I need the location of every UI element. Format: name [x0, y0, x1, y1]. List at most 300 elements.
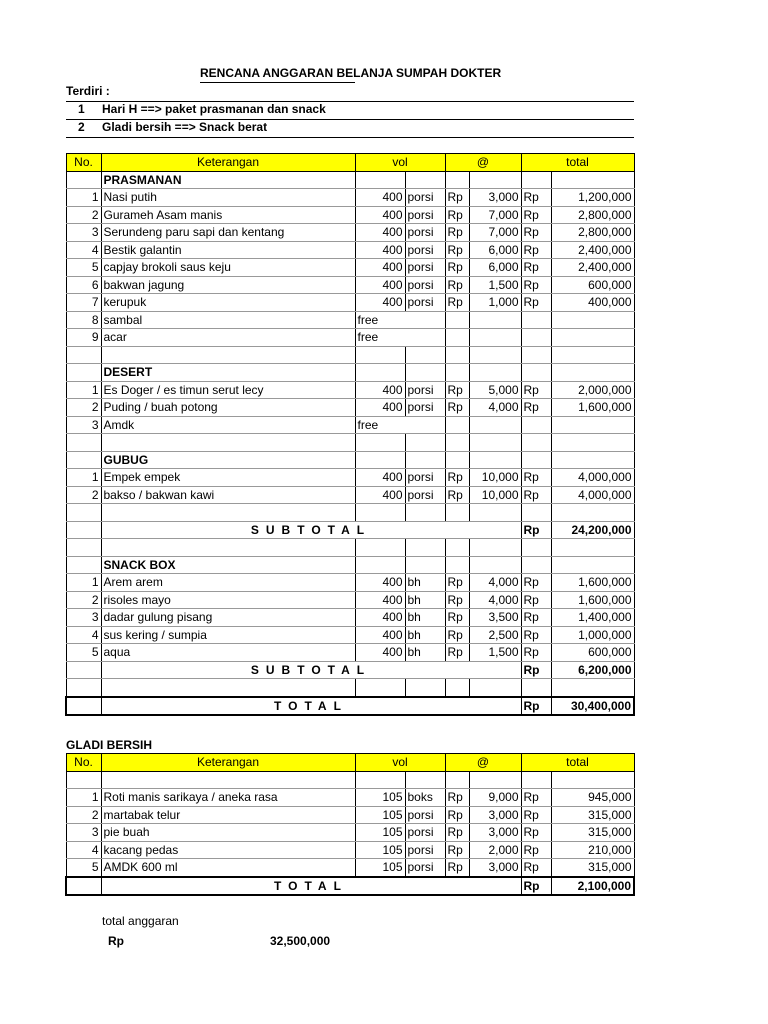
row-quantity: 105	[355, 806, 405, 824]
empty-cell	[445, 311, 469, 329]
row-price-currency: Rp	[445, 224, 469, 242]
empty-cell	[66, 434, 101, 452]
row-price-currency: Rp	[445, 276, 469, 294]
row-quantity: 105	[355, 859, 405, 877]
page-title: RENCANA ANGGARAN BELANJA SUMPAH DOKTER	[200, 66, 502, 80]
row-description: Arem arem	[101, 574, 355, 592]
empty-cell	[551, 679, 634, 697]
grand-total-row	[66, 877, 634, 896]
row-number: 3	[66, 224, 101, 242]
row-quantity: 105	[355, 841, 405, 859]
row-unit: porsi	[405, 824, 445, 842]
row-quantity: 400	[355, 224, 405, 242]
row-quantity: 400	[355, 574, 405, 592]
total-currency: Rp	[521, 661, 551, 679]
row-unit: porsi	[405, 259, 445, 277]
empty-cell	[355, 504, 405, 522]
total-budget-label: total anggaran	[102, 914, 179, 928]
blank-row	[66, 504, 634, 522]
header-total: total	[521, 754, 634, 772]
row-total-currency: Rp	[521, 206, 551, 224]
row-quantity: 400	[355, 626, 405, 644]
row-unit-price: 9,000	[469, 789, 521, 807]
row-unit: porsi	[405, 486, 445, 504]
table-row	[66, 206, 634, 224]
intro-item	[66, 120, 634, 138]
row-unit: porsi	[405, 241, 445, 259]
row-number: 2	[66, 399, 101, 417]
empty-cell	[469, 539, 521, 557]
row-quantity: 400	[355, 399, 405, 417]
empty-cell	[445, 364, 469, 382]
intro-item-text: Hari H ==> paket prasmanan dan snack	[102, 102, 326, 116]
empty-cell	[521, 171, 551, 189]
empty-cell	[469, 364, 521, 382]
row-number: 3	[66, 416, 101, 434]
table-row	[66, 469, 634, 487]
row-number: 1	[66, 381, 101, 399]
row-number: 1	[66, 469, 101, 487]
empty-cell	[551, 416, 634, 434]
table-row	[66, 399, 634, 417]
empty-cell	[551, 556, 634, 574]
row-price-currency: Rp	[445, 206, 469, 224]
empty-cell	[405, 556, 445, 574]
section-row	[66, 364, 634, 382]
row-price-currency: Rp	[445, 841, 469, 859]
row-total-currency: Rp	[521, 841, 551, 859]
empty-cell	[66, 556, 101, 574]
row-unit-price: 4,000	[469, 574, 521, 592]
row-quantity: 400	[355, 259, 405, 277]
empty-cell	[405, 539, 445, 557]
row-unit: porsi	[405, 294, 445, 312]
subtotal-row	[66, 521, 634, 539]
row-number: 5	[66, 259, 101, 277]
row-number: 5	[66, 644, 101, 662]
grand-total-row	[66, 697, 634, 716]
row-price-currency: Rp	[445, 189, 469, 207]
table-row	[66, 311, 634, 329]
table-row	[66, 824, 634, 842]
empty-cell	[521, 416, 551, 434]
subtotal-value: 6,200,000	[551, 661, 634, 679]
row-quantity: 400	[355, 276, 405, 294]
row-quantity: 400	[355, 609, 405, 627]
header-vol: vol	[355, 154, 445, 172]
header-unit-price: @	[445, 754, 521, 772]
empty-cell	[469, 346, 521, 364]
section-row	[66, 451, 634, 469]
empty-cell	[66, 521, 101, 539]
table-row	[66, 189, 634, 207]
empty-cell	[469, 504, 521, 522]
header-no: No.	[66, 754, 101, 772]
row-total: 315,000	[551, 806, 634, 824]
row-description: Es Doger / es timun serut lecy	[101, 381, 355, 399]
empty-cell	[66, 661, 101, 679]
empty-cell	[445, 434, 469, 452]
header-vol: vol	[355, 754, 445, 772]
row-price-currency: Rp	[445, 859, 469, 877]
empty-cell	[66, 539, 101, 557]
empty-cell	[445, 556, 469, 574]
empty-cell	[445, 679, 469, 697]
total-label: TOTAL	[101, 697, 521, 716]
row-price-currency: Rp	[445, 609, 469, 627]
row-total-currency: Rp	[521, 824, 551, 842]
subtotal-label: SUBTOTAL	[101, 521, 521, 539]
row-total-currency: Rp	[521, 259, 551, 277]
row-description: pie buah	[101, 824, 355, 842]
empty-cell	[551, 451, 634, 469]
row-price-currency: Rp	[445, 789, 469, 807]
row-description: AMDK 600 ml	[101, 859, 355, 877]
row-price-currency: Rp	[445, 469, 469, 487]
row-price-currency: Rp	[445, 399, 469, 417]
row-unit: boks	[405, 789, 445, 807]
empty-cell	[551, 311, 634, 329]
row-total-currency: Rp	[521, 609, 551, 627]
empty-cell	[101, 539, 355, 557]
empty-cell	[66, 451, 101, 469]
row-number: 3	[66, 824, 101, 842]
total-currency: Rp	[521, 697, 551, 716]
row-number: 5	[66, 859, 101, 877]
row-unit: porsi	[405, 381, 445, 399]
blank-row	[66, 539, 634, 557]
empty-cell	[469, 329, 521, 347]
row-unit: porsi	[405, 276, 445, 294]
row-quantity: 400	[355, 591, 405, 609]
empty-cell	[521, 346, 551, 364]
row-unit-price: 4,000	[469, 591, 521, 609]
row-volume-free: free	[355, 416, 445, 434]
table-row	[66, 486, 634, 504]
intro-item-text: Gladi bersih ==> Snack berat	[102, 120, 268, 134]
table-row	[66, 224, 634, 242]
row-unit-price: 3,500	[469, 609, 521, 627]
header-no: No.	[66, 154, 101, 172]
total-currency: Rp	[521, 877, 551, 896]
empty-cell	[551, 364, 634, 382]
empty-cell	[101, 346, 355, 364]
row-unit-price: 3,000	[469, 189, 521, 207]
table-row	[66, 241, 634, 259]
intro-item	[66, 102, 634, 120]
row-description: Empek empek	[101, 469, 355, 487]
section-title: PRASMANAN	[101, 171, 355, 189]
table-row	[66, 259, 634, 277]
row-total-currency: Rp	[521, 644, 551, 662]
table-row	[66, 841, 634, 859]
empty-cell	[445, 451, 469, 469]
empty-cell	[445, 771, 469, 789]
row-price-currency: Rp	[445, 626, 469, 644]
empty-cell	[521, 364, 551, 382]
empty-cell	[551, 539, 634, 557]
empty-cell	[521, 556, 551, 574]
total-budget-value: 32,500,000	[270, 934, 331, 948]
row-quantity: 400	[355, 206, 405, 224]
empty-cell	[405, 771, 445, 789]
main-budget-table	[65, 153, 635, 716]
row-total: 2,400,000	[551, 241, 634, 259]
empty-cell	[521, 451, 551, 469]
gladi-budget-table	[65, 753, 635, 896]
empty-cell	[101, 679, 355, 697]
row-total: 315,000	[551, 824, 634, 842]
empty-cell	[521, 539, 551, 557]
row-total: 4,000,000	[551, 486, 634, 504]
empty-cell	[355, 556, 405, 574]
row-description: Nasi putih	[101, 189, 355, 207]
empty-cell	[445, 504, 469, 522]
row-unit: porsi	[405, 224, 445, 242]
empty-cell	[66, 877, 101, 896]
row-description: acar	[101, 329, 355, 347]
empty-cell	[469, 416, 521, 434]
row-price-currency: Rp	[445, 381, 469, 399]
row-description: capjay brokoli saus keju	[101, 259, 355, 277]
row-total-currency: Rp	[521, 859, 551, 877]
empty-cell	[66, 697, 101, 716]
empty-cell	[405, 679, 445, 697]
row-price-currency: Rp	[445, 591, 469, 609]
table-row	[66, 329, 634, 347]
row-total-currency: Rp	[521, 224, 551, 242]
row-total: 2,800,000	[551, 224, 634, 242]
table-row	[66, 416, 634, 434]
row-description: dadar gulung pisang	[101, 609, 355, 627]
row-total: 945,000	[551, 789, 634, 807]
table-row	[66, 806, 634, 824]
row-unit-price: 7,000	[469, 206, 521, 224]
row-unit: porsi	[405, 841, 445, 859]
row-total: 315,000	[551, 859, 634, 877]
row-price-currency: Rp	[445, 241, 469, 259]
row-unit-price: 2,500	[469, 626, 521, 644]
row-total: 1,600,000	[551, 399, 634, 417]
empty-cell	[355, 539, 405, 557]
row-unit-price: 7,000	[469, 224, 521, 242]
section-title: DESERT	[101, 364, 355, 382]
row-description: Gurameh Asam manis	[101, 206, 355, 224]
row-description: sus kering / sumpia	[101, 626, 355, 644]
row-unit-price: 5,000	[469, 381, 521, 399]
row-unit: bh	[405, 644, 445, 662]
empty-cell	[355, 434, 405, 452]
row-number: 2	[66, 206, 101, 224]
row-description: Puding / buah potong	[101, 399, 355, 417]
table-row	[66, 591, 634, 609]
row-number: 4	[66, 841, 101, 859]
section-row	[66, 556, 634, 574]
row-total-currency: Rp	[521, 574, 551, 592]
row-description: aqua	[101, 644, 355, 662]
row-unit-price: 6,000	[469, 241, 521, 259]
row-number: 4	[66, 241, 101, 259]
row-unit: porsi	[405, 469, 445, 487]
title-underline	[200, 82, 355, 83]
row-volume-free: free	[355, 329, 445, 347]
row-price-currency: Rp	[445, 486, 469, 504]
empty-cell	[405, 171, 445, 189]
row-description: kerupuk	[101, 294, 355, 312]
row-unit-price: 4,000	[469, 399, 521, 417]
empty-cell	[551, 771, 634, 789]
empty-cell	[101, 434, 355, 452]
table-row	[66, 644, 634, 662]
row-total-currency: Rp	[521, 789, 551, 807]
row-price-currency: Rp	[445, 824, 469, 842]
header-keterangan: Keterangan	[101, 154, 355, 172]
row-number: 2	[66, 591, 101, 609]
row-unit-price: 1,000	[469, 294, 521, 312]
table-row	[66, 276, 634, 294]
row-unit: porsi	[405, 399, 445, 417]
empty-cell	[521, 329, 551, 347]
row-total: 2,400,000	[551, 259, 634, 277]
empty-cell	[469, 451, 521, 469]
row-description: martabak telur	[101, 806, 355, 824]
row-total: 1,000,000	[551, 626, 634, 644]
row-description: bakso / bakwan kawi	[101, 486, 355, 504]
row-volume-free: free	[355, 311, 445, 329]
empty-cell	[445, 346, 469, 364]
row-number: 3	[66, 609, 101, 627]
empty-cell	[469, 171, 521, 189]
row-unit: porsi	[405, 806, 445, 824]
blank-row	[66, 771, 634, 789]
subtotal-label: SUBTOTAL	[101, 661, 521, 679]
row-unit: bh	[405, 609, 445, 627]
row-unit: bh	[405, 591, 445, 609]
row-description: kacang pedas	[101, 841, 355, 859]
total-currency: Rp	[521, 521, 551, 539]
intro-item-number: 1	[78, 102, 85, 116]
row-total: 1,200,000	[551, 189, 634, 207]
empty-cell	[551, 346, 634, 364]
row-total-currency: Rp	[521, 626, 551, 644]
row-unit-price: 3,000	[469, 859, 521, 877]
row-total: 2,800,000	[551, 206, 634, 224]
total-value: 2,100,000	[551, 877, 634, 896]
header-total: total	[521, 154, 634, 172]
row-total: 2,000,000	[551, 381, 634, 399]
row-description: risoles mayo	[101, 591, 355, 609]
total-value: 30,400,000	[551, 697, 634, 716]
empty-cell	[469, 311, 521, 329]
gladi-section-title: GLADI BERSIH	[66, 738, 153, 752]
row-number: 1	[66, 189, 101, 207]
empty-cell	[405, 504, 445, 522]
empty-cell	[355, 171, 405, 189]
empty-cell	[355, 679, 405, 697]
empty-cell	[355, 364, 405, 382]
row-quantity: 400	[355, 381, 405, 399]
empty-cell	[101, 771, 355, 789]
row-number: 7	[66, 294, 101, 312]
table-row	[66, 609, 634, 627]
empty-cell	[66, 771, 101, 789]
row-unit: porsi	[405, 206, 445, 224]
empty-cell	[66, 364, 101, 382]
row-total: 400,000	[551, 294, 634, 312]
empty-cell	[445, 171, 469, 189]
row-unit: porsi	[405, 189, 445, 207]
table-row	[66, 789, 634, 807]
intro-heading: Terdiri :	[66, 84, 110, 98]
intro-item-number: 2	[78, 120, 85, 134]
row-total-currency: Rp	[521, 469, 551, 487]
intro-heading-row	[66, 84, 634, 102]
row-unit: bh	[405, 574, 445, 592]
section-title: SNACK BOX	[101, 556, 355, 574]
table-row	[66, 294, 634, 312]
row-description: bakwan jagung	[101, 276, 355, 294]
empty-cell	[101, 504, 355, 522]
row-quantity: 400	[355, 241, 405, 259]
row-price-currency: Rp	[445, 574, 469, 592]
section-title: GUBUG	[101, 451, 355, 469]
empty-cell	[551, 171, 634, 189]
row-number: 1	[66, 789, 101, 807]
row-total-currency: Rp	[521, 591, 551, 609]
empty-cell	[405, 434, 445, 452]
empty-cell	[405, 346, 445, 364]
row-number: 6	[66, 276, 101, 294]
empty-cell	[521, 434, 551, 452]
row-number: 1	[66, 574, 101, 592]
header-unit-price: @	[445, 154, 521, 172]
table-row	[66, 859, 634, 877]
row-total: 4,000,000	[551, 469, 634, 487]
row-description: Bestik galantin	[101, 241, 355, 259]
row-quantity: 400	[355, 294, 405, 312]
row-quantity: 105	[355, 789, 405, 807]
row-quantity: 400	[355, 644, 405, 662]
empty-cell	[405, 451, 445, 469]
subtotal-value: 24,200,000	[551, 521, 634, 539]
empty-cell	[445, 329, 469, 347]
row-description: Roti manis sarikaya / aneka rasa	[101, 789, 355, 807]
row-quantity: 400	[355, 486, 405, 504]
row-price-currency: Rp	[445, 259, 469, 277]
subtotal-row	[66, 661, 634, 679]
row-total: 1,600,000	[551, 591, 634, 609]
row-total: 600,000	[551, 644, 634, 662]
row-total-currency: Rp	[521, 294, 551, 312]
row-price-currency: Rp	[445, 806, 469, 824]
row-unit-price: 1,500	[469, 644, 521, 662]
row-total-currency: Rp	[521, 276, 551, 294]
empty-cell	[521, 504, 551, 522]
empty-cell	[551, 434, 634, 452]
blank-row	[66, 434, 634, 452]
empty-cell	[66, 171, 101, 189]
empty-cell	[66, 504, 101, 522]
empty-cell	[469, 771, 521, 789]
row-total-currency: Rp	[521, 241, 551, 259]
row-unit-price: 3,000	[469, 806, 521, 824]
row-number: 9	[66, 329, 101, 347]
row-description: sambal	[101, 311, 355, 329]
row-total: 1,600,000	[551, 574, 634, 592]
total-budget-currency: Rp	[108, 934, 124, 948]
header-row	[66, 754, 634, 772]
row-total-currency: Rp	[521, 399, 551, 417]
